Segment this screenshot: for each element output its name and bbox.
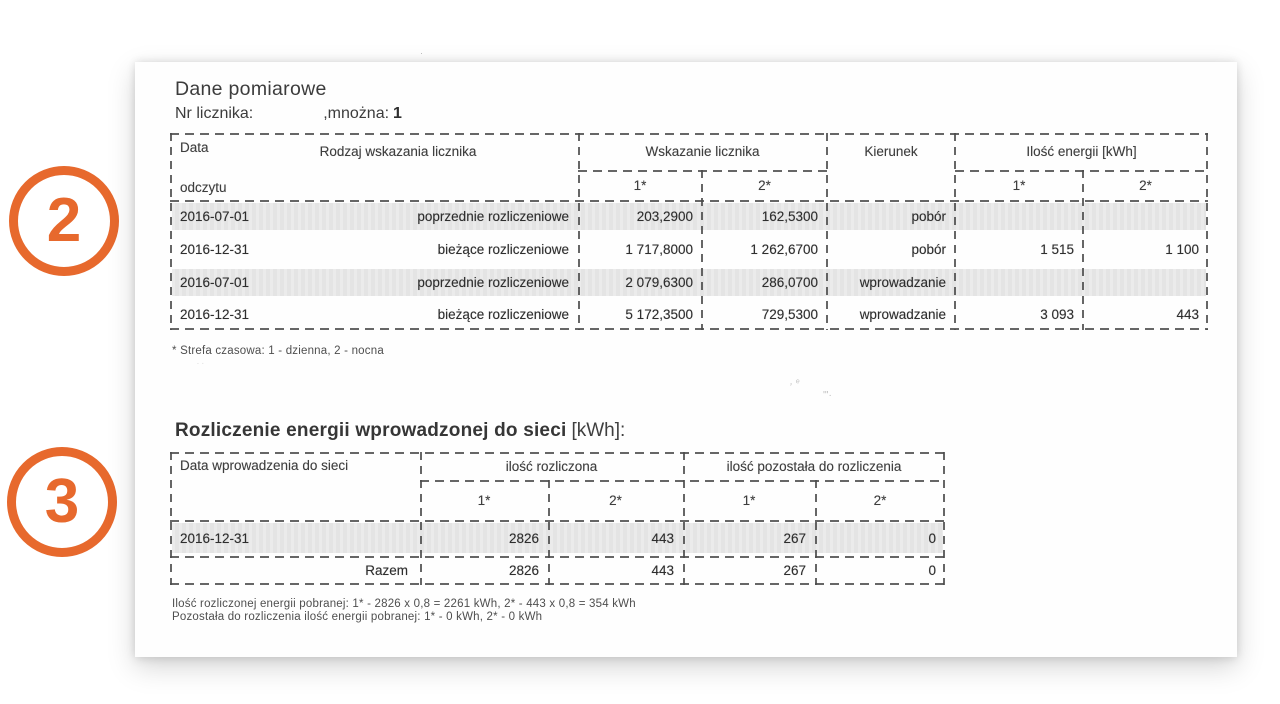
scan-speck: ˙ ˙ [197,362,205,371]
header-zone-2: 2* [758,177,771,193]
cell-settled-zone1: 2826 [508,530,539,546]
cell-date: 2016-07-01 [180,275,250,290]
cell-reading-zone1: 2 079,6300 [625,275,693,290]
cell-date: 2016-07-01 [180,209,250,224]
step-2-badge: 2 [9,166,119,276]
settlement-table [170,452,945,585]
header-zone-2: 2* [1139,177,1152,193]
cell-reading-type: bieżące rozliczeniowe [437,307,569,322]
header-direction: Kierunek [864,144,918,159]
measurement-table [170,133,1208,330]
header-read-date-line2: odczytu [180,180,227,195]
cell-energy-zone1: 3 093 [1040,307,1074,322]
header-zone-2: 2* [609,492,622,508]
scan-speck: , ᵉ [788,376,801,389]
header-read-date [170,133,310,200]
cell-reading-zone2: 1 262,6700 [750,242,818,257]
cell-reading-type: bieżące rozliczeniowe [437,242,569,257]
header-zone-1: 1* [477,492,491,508]
cell-reading-type: poprzednie rozliczeniowe [417,209,569,224]
cell-reading-type: poprzednie rozliczeniowe [417,275,569,290]
header-zone-1: 1* [742,492,756,508]
header-grid-feed-date: Data wprowadzenia do sieci [180,458,349,473]
cell-settled-zone2: 443 [651,530,674,546]
header-settled-amount-group: ilość rozliczona [505,458,598,474]
cell-reading-zone1: 1 717,8000 [625,242,693,257]
cell-date: 2016-12-31 [180,242,250,257]
cell-direction: pobór [911,209,946,224]
cell-energy-zone1: 1 515 [1040,242,1074,257]
multiplier-label: ,mnożna: [323,105,390,122]
scan-speck: '"· [823,390,832,401]
header-zone-1: 1* [633,177,647,193]
cell-remaining-zone1: 267 [783,563,806,578]
cell-reading-zone1: 203,2900 [636,209,693,224]
step-3-badge: 3 [7,447,117,557]
cell-settled-zone1: 2826 [508,563,539,578]
cell-total-label: Razem [365,563,408,578]
meter-number-label: Nr licznika: [175,105,254,122]
cell-reading-zone2: 729,5300 [761,307,818,322]
header-read-date-line1: Data [180,140,209,155]
section2-title-unit: [kWh]: [571,420,626,441]
meter-number-line [175,105,402,123]
remaining-energy-footnote: Pozostała do rozliczenia ilość energii pobranej: 1* - 0 kWh, 2* - 0 kWh [172,611,543,623]
cell-direction: wprowadzanie [859,307,946,322]
scan-speck: · [420,48,423,58]
multiplier-value: 1 [393,105,402,122]
cell-remaining-zone2: 0 [928,530,936,546]
header-zone-1: 1* [1012,177,1026,193]
section1-title: Dane pomiarowe [175,78,327,100]
header-energy-amount-group: Ilość energii [kWh] [1026,144,1137,159]
cell-date: 2016-12-31 [180,307,250,322]
section2-title-text: Rozliczenie energii wprowadzonej do sieci [175,420,567,441]
zone-footnote: * Strefa czasowa: 1 - dzienna, 2 - nocna [172,345,384,357]
header-meter-reading-group: Wskazanie licznika [645,144,760,159]
section2-title [175,420,625,442]
header-reading-type: Rodzaj wskazania licznika [319,144,477,159]
cell-settled-zone2: 443 [651,563,674,578]
settled-energy-footnote: Ilość rozliczonej energii pobranej: 1* - 2826 x 0,8 = 2261 kWh, 2* - 443 x 0,8 = 354 kWh [172,598,636,610]
cell-remaining-zone2: 0 [928,563,936,578]
cell-reading-zone1: 5 172,3500 [625,307,693,322]
header-remaining-amount-group: ilość pozostała do rozliczenia [726,458,902,474]
cell-direction: wprowadzanie [859,275,946,290]
header-zone-2: 2* [873,492,887,508]
cell-reading-zone2: 162,5300 [761,209,818,224]
cell-energy-zone2: 443 [1176,307,1199,322]
cell-feed-date: 2016-12-31 [180,530,250,546]
document-page [135,48,1237,657]
cell-energy-zone2: 1 100 [1165,242,1199,257]
cell-reading-zone2: 286,0700 [761,275,818,290]
cell-remaining-zone1: 267 [783,530,806,546]
cell-direction: pobór [911,242,946,257]
